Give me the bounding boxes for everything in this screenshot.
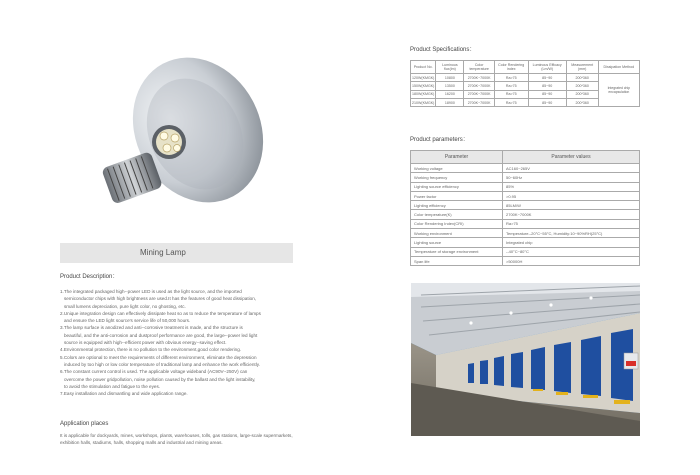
spec-cell: 2700K~7000K <box>464 74 494 82</box>
param-value: 85% <box>503 182 640 191</box>
description-line: 7.Easy installation and dismantling and wide application range. <box>60 391 188 397</box>
spec-cell: 200*360 <box>566 74 598 82</box>
param-value: --40°C~80°C <box>503 247 640 256</box>
spec-cell: 200*360 <box>566 98 598 106</box>
param-name: Color Rendering Index(CRI) <box>411 219 503 228</box>
warehouse-photo <box>411 283 640 436</box>
spec-header: Product No. <box>411 61 436 74</box>
spec-cell: 200*360 <box>566 82 598 90</box>
table-row <box>411 74 640 82</box>
table-row <box>411 210 640 219</box>
spec-cell: Ra>75 <box>494 90 528 98</box>
param-value: Temperature--20°C~55°C, Humidity:10~90%RH(25°C) <box>503 229 640 238</box>
param-value: 50~60Hz <box>503 173 640 182</box>
param-name: Color temperature(K) <box>411 210 503 219</box>
param-header: Parameter <box>411 151 503 164</box>
param-name: Temperature of storage environment <box>411 247 503 256</box>
param-name: Working environment <box>411 229 503 238</box>
spec-cell: 18900 <box>436 98 464 106</box>
description-list <box>60 288 300 397</box>
param-name: Lighting source efficiency <box>411 182 503 191</box>
table-row <box>411 219 640 228</box>
param-value: 85LM/W <box>503 201 640 210</box>
param-value: AC160~265V <box>503 164 640 173</box>
specifications-table <box>410 60 640 107</box>
table-row <box>411 238 640 247</box>
description-line: overcome the power gridpollution, noise pollution caused by the ballast and the light instability, <box>64 376 256 382</box>
application-text: It is applicable for dockyards, mines, workshops, plants, warehouses, tolls, gas stations, large-scale supermarkets, exhibition halls, stadiums, halls, shopping malls and industrial and mining areas. <box>60 433 293 446</box>
description-line: and ensure the LED light source's service life of 50,000 hours. <box>64 318 191 324</box>
table-row <box>411 201 640 210</box>
spec-cell: 2700K~7000K <box>464 98 494 106</box>
description-line: small lumens depreciation, pure light color, no ghosting, etc. <box>64 303 186 309</box>
spec-header: Measurement (mm) <box>566 61 598 74</box>
description-line: beautiful, and the anti-corrosion and dustproof performance are good, the large--power led light <box>64 332 258 338</box>
param-name: Lighting source <box>411 238 503 247</box>
spec-cell: 120W(KMGK) <box>411 74 436 82</box>
description-line: semiconductor chips with high brightness are used.It has the features of good heat dissipation, <box>64 296 257 302</box>
description-line: 1.The integrated packaged high--power LED is used as the light source, and the imported <box>60 289 242 294</box>
spec-cell: 2700K~7000K <box>464 82 494 90</box>
spec-cell: 16200 <box>436 90 464 98</box>
spec-cell: Ra>75 <box>494 98 528 106</box>
value-header: Parameter values <box>503 151 640 164</box>
spec-cell: 85~90 <box>528 90 566 98</box>
parameters-table <box>410 150 640 266</box>
param-value: >50000H <box>503 256 640 265</box>
param-name: Span life <box>411 256 503 265</box>
description-line: source is equipped with high--efficient power with obvious energy--saving effect. <box>64 340 227 346</box>
param-value: Integrated chip <box>503 238 640 247</box>
table-row <box>411 173 640 182</box>
parameters-heading: Product parameters： <box>410 137 469 143</box>
spec-cell: Ra>75 <box>494 74 528 82</box>
mining-lamp-image <box>95 50 280 225</box>
description-line: 2.Unique integration design can effectively dissipate heat so as to reduce the temperature of lamps <box>60 310 261 316</box>
description-line: 3.The lamp surface is anodized and anti--corrosive treatment is made, and the structure is <box>60 325 243 331</box>
spec-cell: 150W(KMGK) <box>411 82 436 90</box>
description-line: induced by too high or low color temperature of traditional lamp and enhance the work efficiently. <box>64 361 260 367</box>
table-row <box>411 256 640 265</box>
spec-cell: 10800 <box>436 74 464 82</box>
spec-cell: 13500 <box>436 82 464 90</box>
spec-cell: 2700K~7000K <box>464 90 494 98</box>
description-heading: Product Description： <box>60 274 119 280</box>
spec-header: Dissipation Method <box>598 61 639 74</box>
table-row <box>411 164 640 173</box>
spec-cell: 85~90 <box>528 98 566 106</box>
application-heading: Application places <box>60 421 109 427</box>
param-name: Working voltage <box>411 164 503 173</box>
spec-header: Color temperature <box>464 61 494 74</box>
spec-header: Color Rendering index <box>494 61 528 74</box>
spec-cell: 85~90 <box>528 82 566 90</box>
spec-header: Luminous Efficacy (Lm/W) <box>528 61 566 74</box>
dissipation-cell: Integrated chip encapsulation <box>598 74 639 107</box>
description-line: 4.Environmental protection, there is no pollution to the environment,good color rendering. <box>60 347 242 353</box>
spec-header: Luminous flux(lm) <box>436 61 464 74</box>
param-value: 2700K~7000K <box>503 210 640 219</box>
table-row <box>411 182 640 191</box>
description-line: to avoid the stimulation and fatigue to the eyes. <box>64 383 161 389</box>
specifications-heading: Product Specifications： <box>410 47 476 53</box>
spec-cell: 210W(KMGK) <box>411 98 436 106</box>
spec-cell: 85~90 <box>528 74 566 82</box>
spec-cell: Ra>75 <box>494 82 528 90</box>
spec-cell: 200*360 <box>566 90 598 98</box>
description-line: 5.Colors are optional to meet the requirements of different environment, eliminate the depression <box>60 354 257 360</box>
product-title: Mining Lamp <box>140 248 186 257</box>
table-row <box>411 247 640 256</box>
description-line: 6.The constant current control is used. The applicable voltage wideband (AC90V--250V) can <box>60 369 248 375</box>
table-row <box>411 191 640 200</box>
table-row <box>411 229 640 238</box>
param-name: Power factor <box>411 191 503 200</box>
param-name: Working frequency <box>411 173 503 182</box>
param-name: Lighting efficiency <box>411 201 503 210</box>
param-value: Ra>75 <box>503 219 640 228</box>
spec-cell: 180W(KMGK) <box>411 90 436 98</box>
param-value: >0.95 <box>503 191 640 200</box>
